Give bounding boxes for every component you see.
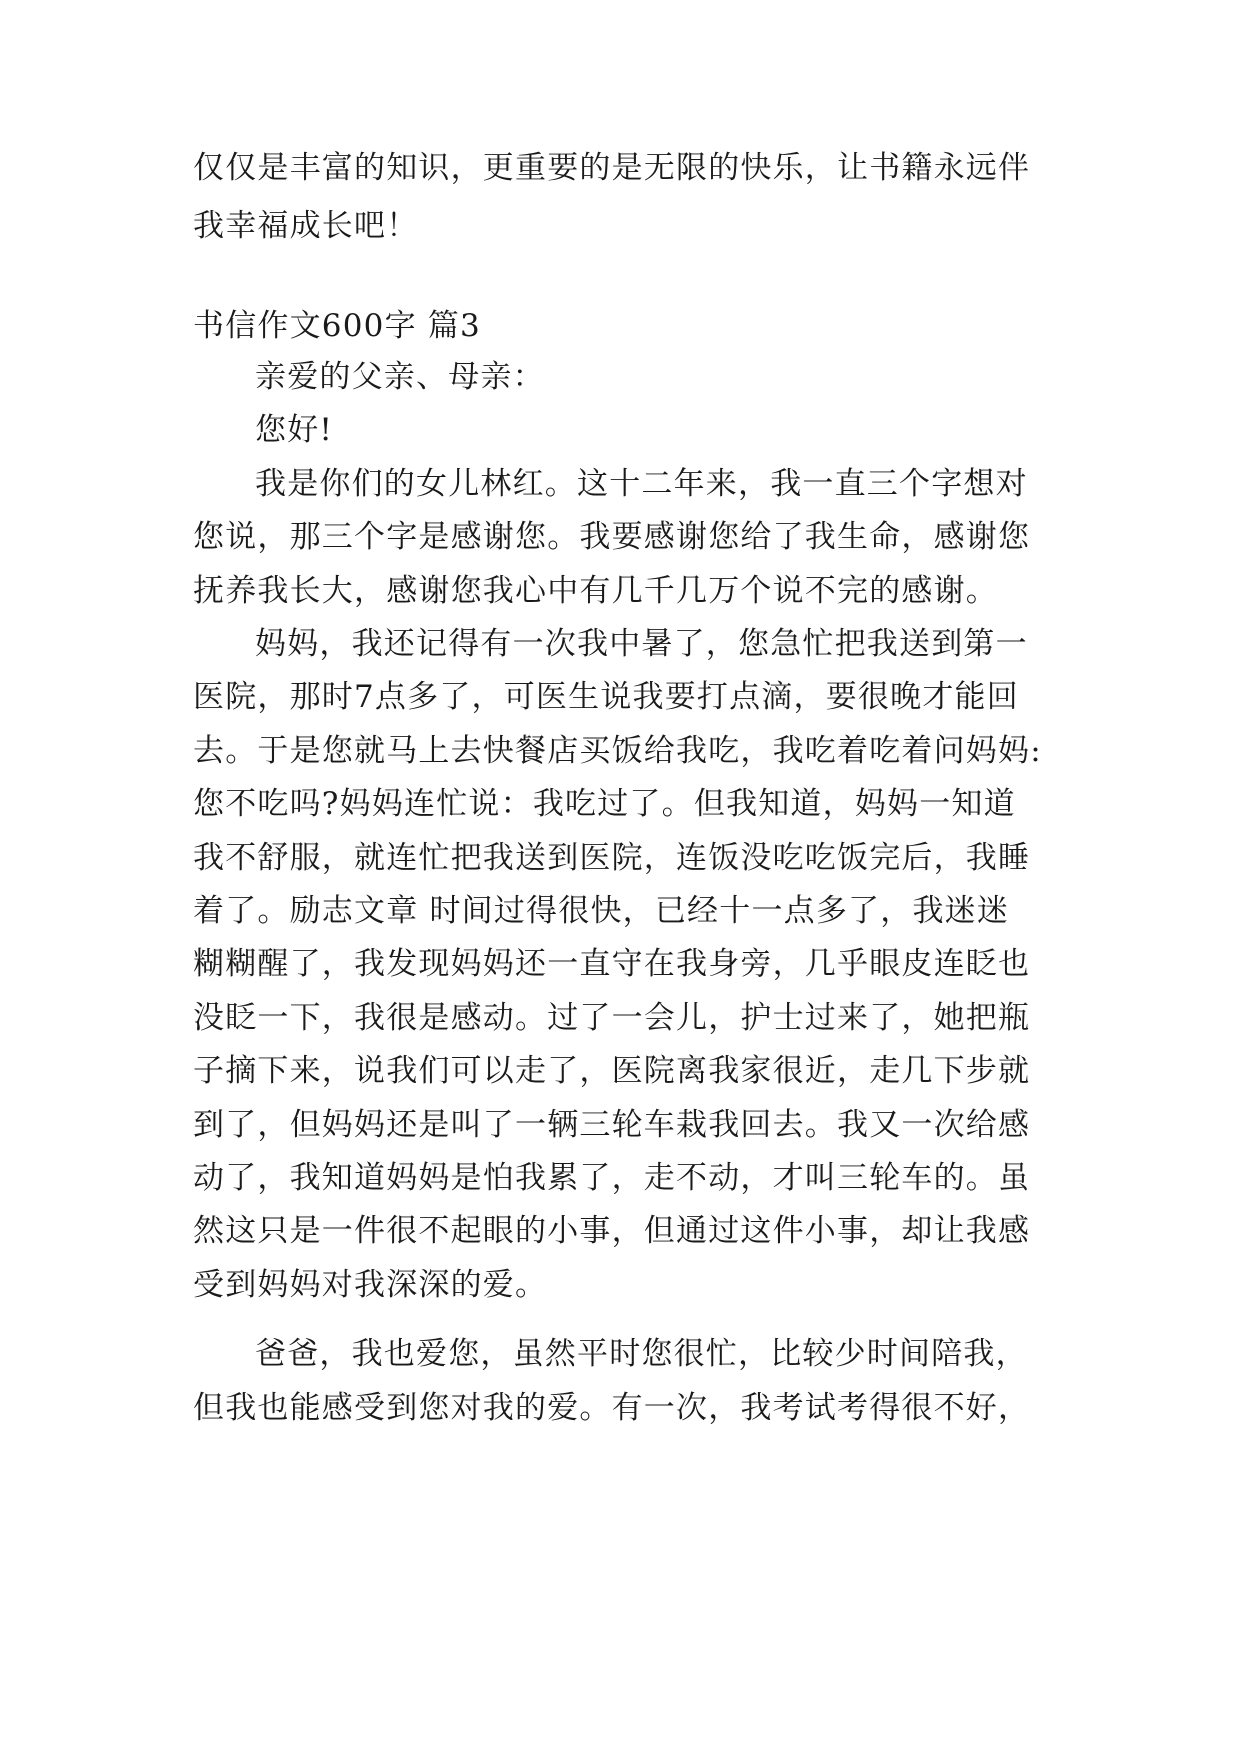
paragraph-line: 子摘下来，说我们可以走了，医院离我家很近，走几下步就 xyxy=(193,1053,1031,1089)
text-line: 我幸福成长吧！ xyxy=(193,208,419,244)
paragraph-line: 妈妈，我还记得有一次我中暑了，您急忙把我送到第一 xyxy=(255,626,1028,662)
text-line: 仅仅是丰富的知识，更重要的是无限的快乐，让书籍永远伴 xyxy=(193,150,1031,186)
paragraph-line: 爸爸，我也爱您，虽然平时您很忙，比较少时间陪我， xyxy=(255,1336,1028,1372)
paragraph-line: 但我也能感受到您对我的爱。有一次，我考试考得很不好， xyxy=(193,1390,1031,1426)
paragraph-line: 糊糊醒了，我发现妈妈还一直守在我身旁，几乎眼皮连眨也 xyxy=(193,946,1031,982)
paragraph-line: 去。于是您就马上去快餐店买饭给我吃，我吃着吃着问妈妈: xyxy=(193,733,1042,769)
paragraph-line: 动了，我知道妈妈是怕我累了，走不动，才叫三轮车的。虽 xyxy=(193,1160,1031,1196)
paragraph-line: 您不吃吗?妈妈连忙说：我吃过了。但我知道，妈妈一知道 xyxy=(193,786,1016,822)
paragraph-line: 抚养我长大，感谢您我心中有几千几万个说不完的感谢。 xyxy=(193,573,998,609)
paragraph-line: 着了。励志文章 时间过得很快，已经十一点多了，我迷迷 xyxy=(193,893,1010,929)
paragraph-line: 医院，那时7点多了，可医生说我要打点滴，要很晚才能回 xyxy=(193,679,1019,715)
paragraph-line: 我不舒服，就连忙把我送到医院，连饭没吃吃饭完后，我睡 xyxy=(193,840,1031,876)
paragraph-line: 到了，但妈妈还是叫了一辆三轮车栽我回去。我又一次给感 xyxy=(193,1107,1031,1143)
paragraph-line: 没眨一下，我很是感动。过了一会儿，护士过来了，她把瓶 xyxy=(193,1000,1031,1036)
paragraph-line: 您说，那三个字是感谢您。我要感谢您给了我生命，感谢您 xyxy=(193,519,1031,555)
section-title: 书信作文600字 篇3 xyxy=(193,308,481,344)
paragraph-line: 受到妈妈对我深深的爱。 xyxy=(193,1267,548,1303)
letter-greeting: 您好! xyxy=(255,412,334,448)
letter-salutation: 亲爱的父亲、母亲： xyxy=(255,359,545,395)
paragraph-line: 我是你们的女儿林红。这十二年来，我一直三个字想对 xyxy=(255,466,1028,502)
paragraph-line: 然这只是一件很不起眼的小事，但通过这件小事，却让我感 xyxy=(193,1213,1031,1249)
